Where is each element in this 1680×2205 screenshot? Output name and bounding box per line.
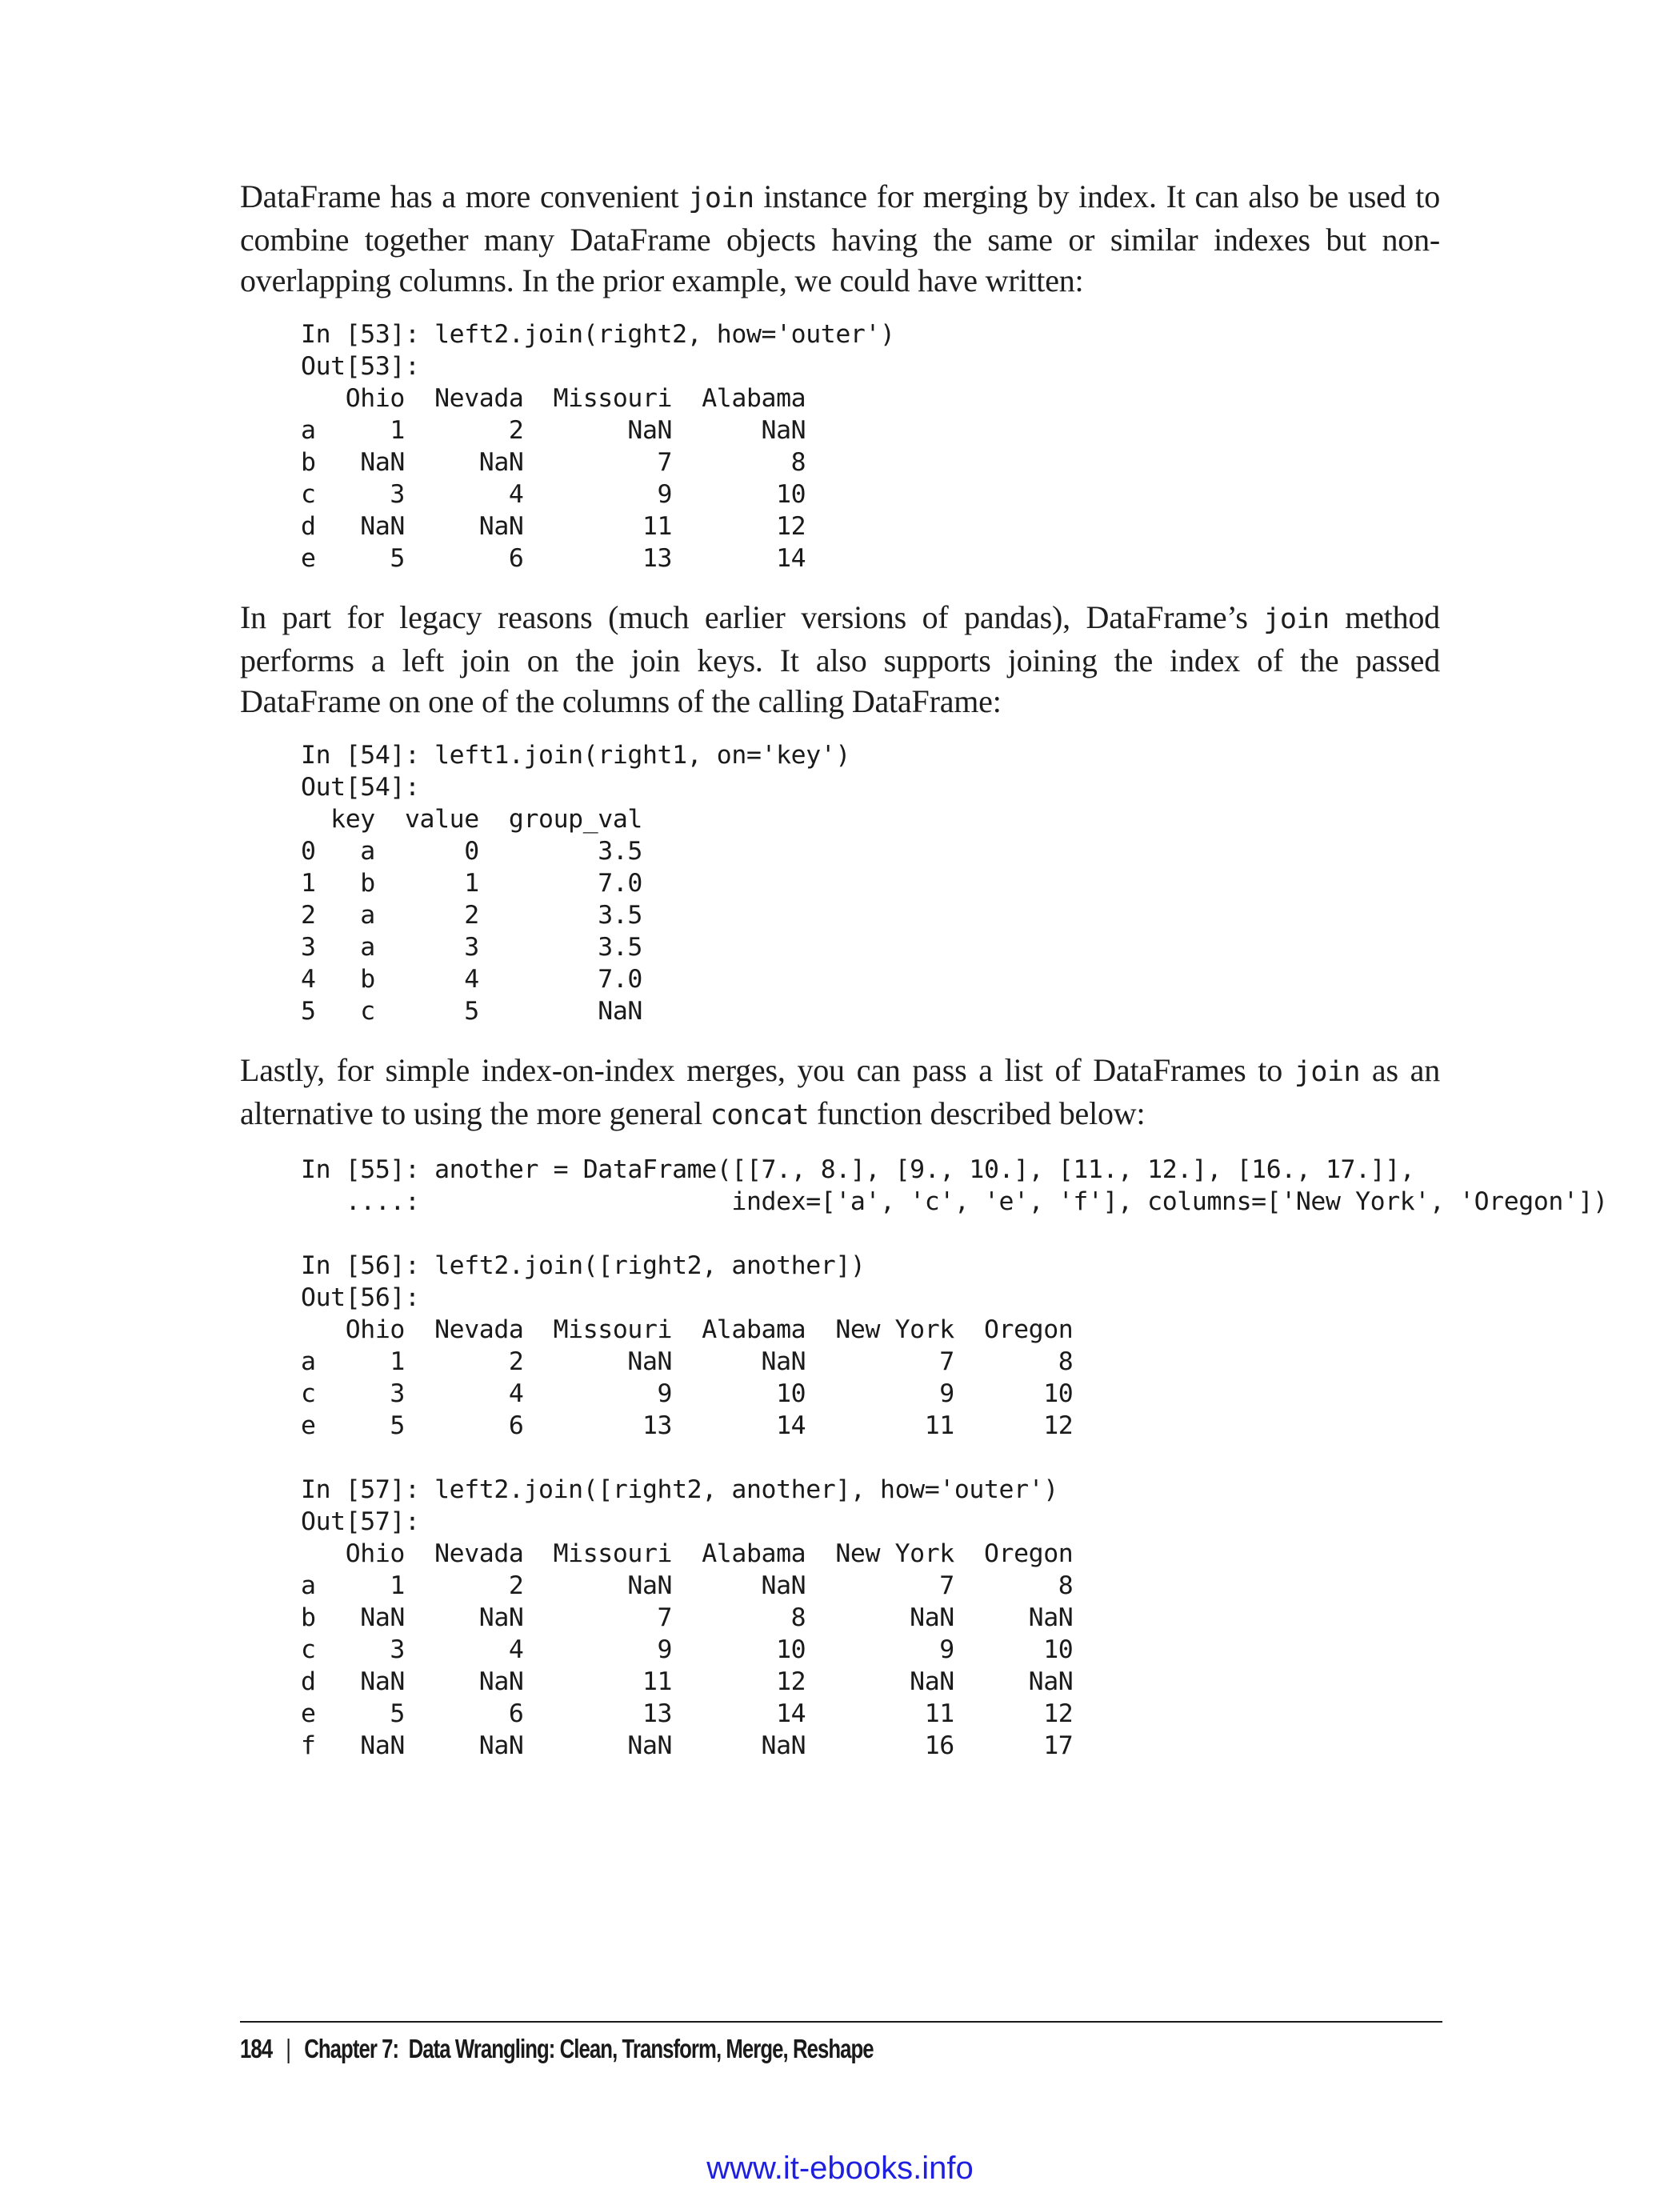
footer-separator: | [286, 2034, 291, 2063]
inline-code-join: join [1263, 603, 1330, 635]
text: as an alternative to using the more general [240, 1052, 1441, 1131]
footer-text [240, 2034, 1178, 2064]
text: DataFrame has a more convenient [240, 178, 689, 214]
code-block-in54: In [54]: left1.join(right1, on='key') Out[54]: key value group_val 0 a 0 3.5 1 b 1 7.0 2 a 2 3.5 3 a 3 3.5 4 b 4 7.0 5 c 5 NaN [301, 741, 850, 1026]
text: function described below: [809, 1095, 1146, 1131]
text: instance for merging by index. It can also be used to combine together many DataFrame objects having the same or similar indexes but non-overlapping columns. In the prior example, we could have written: [240, 178, 1440, 298]
paragraph-index-on-index [240, 1050, 1440, 1136]
code-block-in57: In [57]: left2.join([right2, another], how='outer') Out[57]: Ohio Nevada Missouri Alabama New York Oregon a 1 2 NaN NaN 7 8 b NaN NaN 7 8 NaN NaN c 3 4 9 10 9 10 d NaN NaN 11 12 NaN NaN e 5 6 13 14 11 12 f NaN NaN NaN NaN 16 17 [301, 1475, 1074, 1760]
code-block-in56: In [56]: left2.join([right2, another]) Out[56]: Ohio Nevada Missouri Alabama New York Oregon a 1 2 NaN NaN 7 8 c 3 4 9 10 9 10 e 5 6 13 14 11 12 [301, 1251, 1074, 1440]
text: In part for legacy reasons (much earlier versions of pandas), DataFrame’s [240, 599, 1264, 635]
inline-code-join: join [688, 182, 754, 214]
page-number: 184 [240, 2034, 273, 2063]
inline-code-join: join [1294, 1056, 1361, 1088]
paragraph-legacy-join [240, 597, 1440, 722]
inline-code-concat: concat [710, 1099, 810, 1131]
watermark-link[interactable]: www.it-ebooks.info [706, 2151, 974, 2186]
chapter-label: Chapter 7: [304, 2034, 399, 2063]
code-block-in53: In [53]: left2.join(right2, how='outer') Out[53]: Ohio Nevada Missouri Alabama a 1 2 NaN NaN b NaN NaN 7 8 c 3 4 9 10 d NaN NaN 11 12 e 5 6 13 14 [301, 320, 895, 573]
page-footer [240, 2021, 1442, 2064]
page-body [240, 176, 1608, 1784]
text: method performs a left join on the join keys. It also supports joining the index of the passed DataFrame on one of the columns of the calling DataFrame: [240, 599, 1440, 719]
code-block-in55: In [55]: another = DataFrame([[7., 8.], [9., 10.], [11., 12.], [16., 17.]], ....: index=['a', 'c', 'e', 'f'], columns=['New York', 'Oregon']) [301, 1155, 1608, 1216]
footer-rule [240, 2021, 1442, 2023]
chapter-title: Data Wrangling: Clean, Transform, Merge, Reshape [408, 2034, 874, 2063]
text: Lastly, for simple index-on-index merges, you can pass a list of DataFrames to [240, 1052, 1294, 1088]
paragraph-join-intro [240, 176, 1440, 301]
